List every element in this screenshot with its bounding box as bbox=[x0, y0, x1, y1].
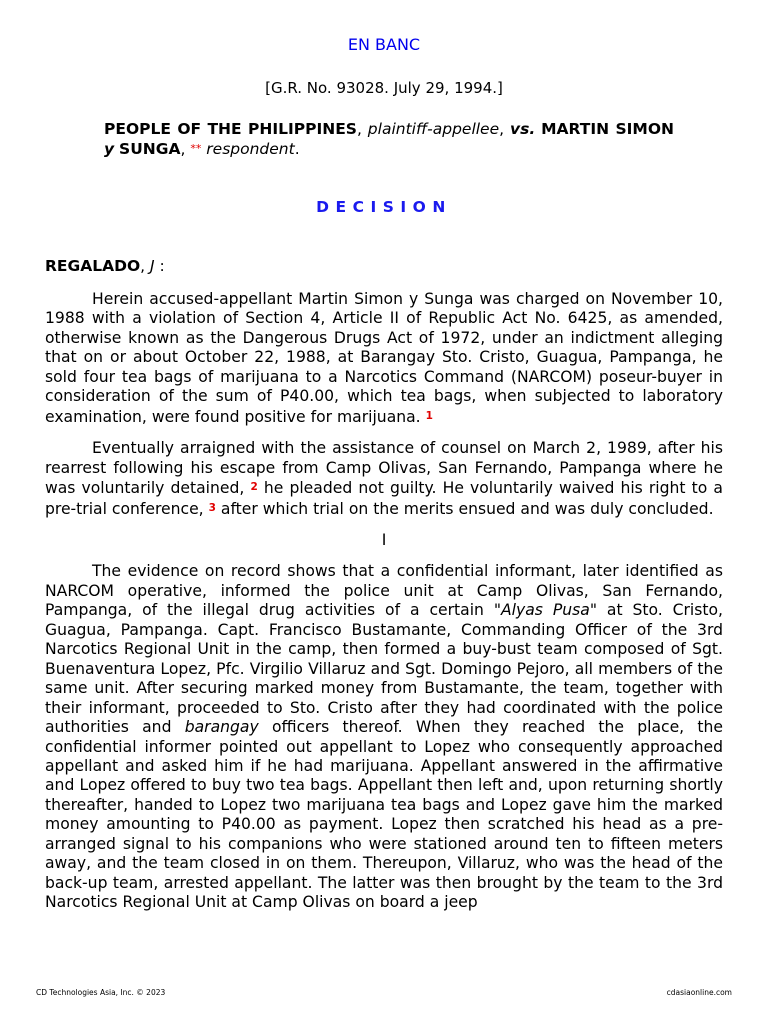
ponente: REGALADO, J : bbox=[45, 257, 165, 275]
paragraph-2-text-c: after which trial on the merits ensued and was duly concluded. bbox=[220, 499, 714, 518]
paragraph-3-text-c: officers thereof. When they reached the place, the confidential informer pointed out appellant to Lopez who consequently approached appellant and asked him if he had marijuana. Appellant answered in the affirmative and Lopez offered to buy two tea bags. Appellant then left and, upon returning shortly thereafter, handed to Lopez two marijuana tea bags and Lopez gave him the marked money amounting to P40.00 as payment. Lopez then scratched his head as a pre-arranged signal to his companions who were stationed around ten to fifteen meters away, and the team closed in on them. Thereupon, Villaruz, who was the head of the back-up team, arrested appellant. The latter was then brought by the team to the 3rd Narcotics Regional Unit at Camp Olivas on board a jeep bbox=[45, 718, 723, 912]
paragraph-2 bbox=[45, 439, 723, 519]
footnote-marker-link[interactable]: ** bbox=[190, 142, 202, 155]
paragraph-3-text-a: The evidence on record shows that a confidential informant, later identified as NARCOM operative, informed the police unit at Camp Olivas, San Fernando, Pampanga, of the illegal drug activities of a certain " bbox=[45, 562, 723, 620]
barangay-term: barangay bbox=[184, 718, 259, 737]
case-number: [G.R. No. 93028. July 29, 1994.] bbox=[265, 79, 503, 97]
paragraph-1 bbox=[45, 290, 723, 427]
footnote-link-3[interactable]: 3 bbox=[208, 501, 216, 514]
decision-title: DECISION bbox=[316, 198, 452, 216]
paragraph-3 bbox=[45, 562, 723, 912]
defendant-role: respondent bbox=[206, 140, 295, 158]
paragraph-2-text-b: he pleaded not guilty. He voluntarily waived his right to a pre-trial conference, bbox=[45, 479, 723, 518]
footnote-link-1[interactable]: 1 bbox=[425, 409, 433, 422]
defendant-name-y: y bbox=[104, 140, 115, 158]
decision-body bbox=[45, 290, 723, 925]
plaintiff-name: PEOPLE OF THE PHILIPPINES bbox=[104, 120, 357, 138]
ponente-name: REGALADO bbox=[45, 257, 141, 275]
case-parties: PEOPLE OF THE PHILIPPINES, plaintiff-appellee, vs. MARTIN SIMON y SUNGA, ** respondent. bbox=[104, 120, 674, 158]
footer-copyright: CD Technologies Asia, Inc. © 2023 bbox=[36, 988, 166, 997]
footer-site-link[interactable]: cdasiaonline.com bbox=[666, 988, 732, 997]
paragraph-1-text: Herein accused-appellant Martin Simon y Sunga was charged on November 10, 1988 with a violation of Section 4, Article II of Republic Act No. 6425, as amended, otherwise known as the Dangerous Drugs Act of 1972, under an indictment alleging that on or about October 22, 1988, at Barangay Sto. Cristo, Guagua, Pampanga, he sold four tea bags of marijuana to a Narcotics Command (NARCOM) poseur-buyer in consideration of the sum of P40.00, which tea bags, when subjected to laboratory examination, were found positive for marijuana. bbox=[45, 290, 723, 426]
plaintiff-role: plaintiff-appellee bbox=[367, 120, 500, 138]
defendant-name-first: MARTIN SIMON bbox=[541, 120, 674, 138]
ponente-suffix: J bbox=[150, 257, 155, 275]
defendant-name-last: SUNGA bbox=[119, 140, 181, 158]
versus-label: vs. bbox=[509, 120, 536, 138]
paragraph-2-text-a: Eventually arraigned with the assistance of counsel on March 2, 1989, after his rearrest following his escape from Camp Olivas, San Fernando, Pampanga where he was voluntarily detained, bbox=[45, 439, 723, 498]
alias-name: Alyas Pusa bbox=[501, 601, 590, 620]
court-division: EN BANC bbox=[347, 35, 421, 54]
paragraph-3-text-b: " at Sto. Cristo, Guagua, Pampanga. Capt. Francisco Bustamante, Commanding Officer of the 3rd Narcotics Regional Unit in the camp, then formed a buy-bust team composed of Sgt. Buenaventura Lopez, Pfc. Virgilio Villaruz and Sgt. Domingo Pejoro, all members of the same unit. After securing marked money from Bustamante, the team, together with their informant, proceeded to Sto. Cristo after they had coordinated with the police authorities and bbox=[45, 601, 723, 737]
footnote-link-2[interactable]: 2 bbox=[250, 481, 258, 494]
section-heading: I bbox=[381, 530, 387, 549]
